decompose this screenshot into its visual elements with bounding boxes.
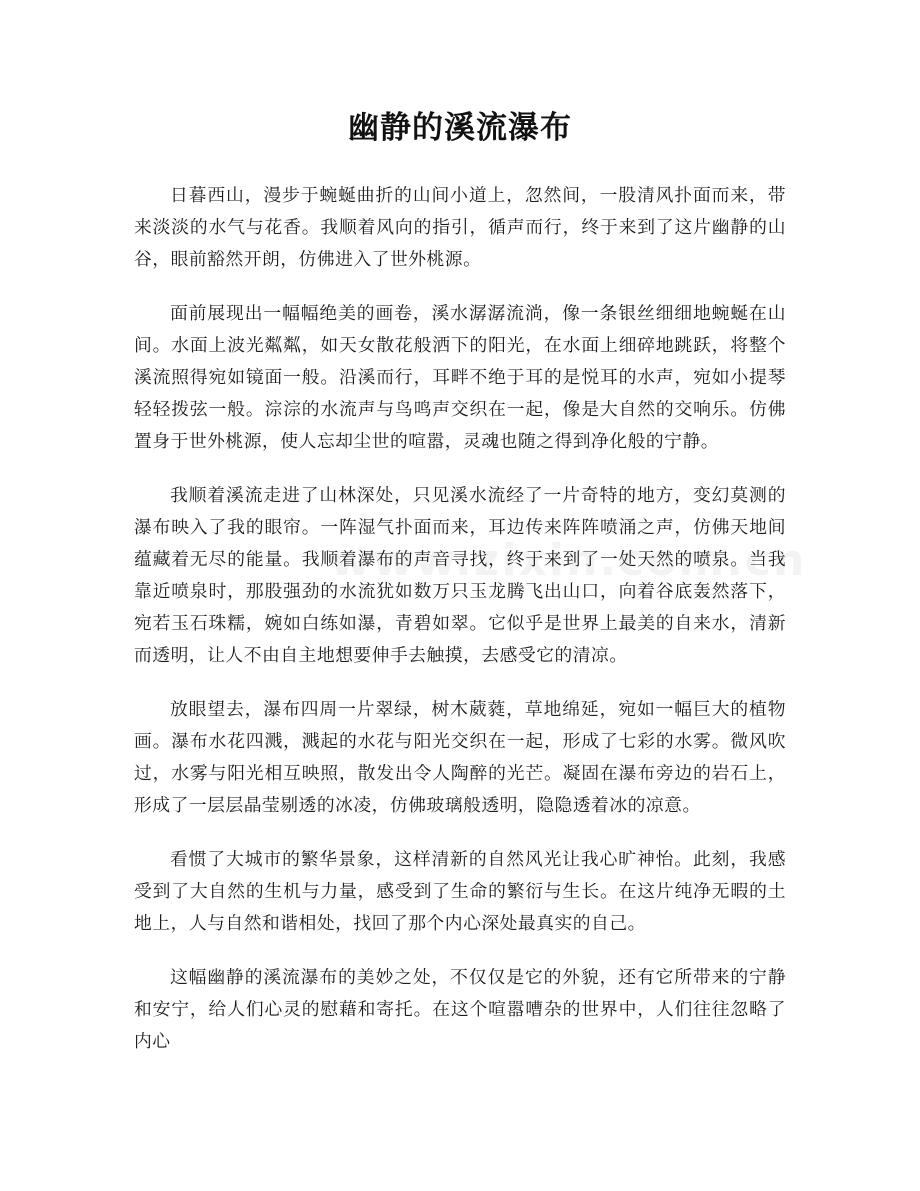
paragraph-3: 我顺着溪流走进了山林深处，只见溪水流经了一片奇特的地方，变幻莫测的瀑布映入了我的眼帘。一阵湿气扑面而来，耳边传来阵阵喷涌之声，仿佛天地间蕴藏着无尽的能量。我顺着瀑布的声音寻找，终于来到了一处天然的喷泉。当我靠近喷泉时，那股强劲的水流犹如数万只玉龙腾飞出山口，向着谷底轰然落下，宛若玉石珠糯，婉如白练如瀑，青碧如翠。它似乎是世界上最美的自来水，清新而透明，让人不由自主地想要伸手去触摸，去感受它的清凉。 [134, 485, 786, 666]
paragraph-5: 看惯了大城市的繁华景象，这样清新的自然风光让我心旷神怡。此刻，我感受到了大自然的生机与力量，感受到了生命的繁衍与生长。在这片纯净无暇的土地上，人与自然和谐相处，找回了那个内心深处最真实的自己。 [134, 849, 786, 934]
paragraph-1: 日暮西山，漫步于蜿蜒曲折的山间小道上，忽然间，一股清风扑面而来，带来淡淡的水气与花香。我顺着风向的指引，循声而行，终于来到了这片幽静的山谷，眼前豁然开朗，仿佛进入了世外桃源。 [134, 185, 786, 270]
paragraph-6: 这幅幽静的溪流瀑布的美妙之处，不仅仅是它的外貌，还有它所带来的宁静和安宁，给人们心灵的慰藉和寄托。在这个喧嚣嘈杂的世界中，人们往往忽略了内心 [134, 967, 786, 1052]
document-title: 幽静的溪流瀑布 [348, 110, 572, 146]
paragraph-2: 面前展现出一幅幅绝美的画卷，溪水潺潺流淌，像一条银丝细细地蜿蜒在山间。水面上波光粼粼，如天女散花般洒下的阳光，在水面上细碎地跳跃，将整个溪流照得宛如镜面一般。沿溪而行，耳畔不绝于耳的是悦耳的水声，宛如小提琴轻轻拨弦一般。淙淙的水流声与鸟鸣声交织在一起，像是大自然的交响乐。仿佛置身于世外桃源，使人忘却尘世的喧嚣，灵魂也随之得到净化般的宁静。 [134, 303, 786, 452]
document-body [134, 180, 786, 1080]
paragraph-4: 放眼望去，瀑布四周一片翠绿，树木葳蕤，草地绵延，宛如一幅巨大的植物画。瀑布水花四溅，溅起的水花与阳光交织在一起，形成了七彩的水雾。微风吹过，水雾与阳光相互映照，散发出令人陶醉的光芒。凝固在瀑布旁边的岩石上，形成了一层层晶莹剔透的冰凌，仿佛玻璃般透明，隐隐透着冰的凉意。 [134, 699, 786, 816]
